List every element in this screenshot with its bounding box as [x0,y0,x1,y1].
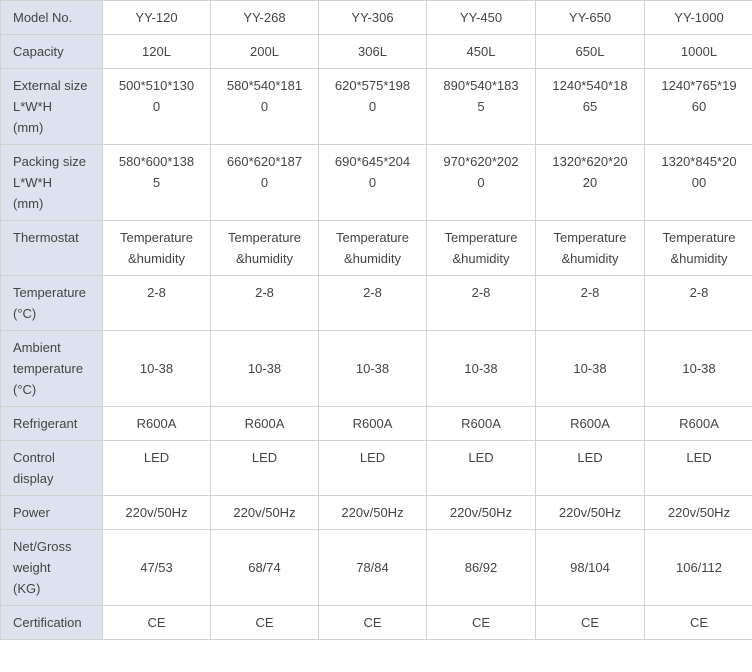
table-cell [211,331,319,407]
table-cell [427,145,536,221]
table-cell [427,331,536,407]
table-cell [645,35,752,69]
cell-text: R600A [352,416,393,431]
table-cell [211,530,319,606]
table-cell [645,1,752,35]
table-cell [536,331,645,407]
cell-text: 0 [477,175,485,190]
table-row [1,35,752,69]
table-cell [645,441,752,496]
table-cell [645,69,752,145]
cell-text: 86/92 [464,560,498,575]
table-row [1,221,752,276]
cell-text: 650L [575,44,605,59]
cell-text: 450L [466,44,496,59]
table-cell [103,145,211,221]
cell-text: 68/74 [248,560,281,575]
table-cell [319,530,427,606]
table-row [1,496,752,530]
cell-text: LED [577,450,603,465]
cell-text: 0 [260,175,269,190]
table-cell [645,221,752,276]
cell-text: Temperature [120,230,193,245]
row-header [1,407,103,441]
cell-text: 106/112 [675,560,723,575]
table-cell [645,331,752,407]
row-header-text: (mm) [13,196,44,211]
cell-text: YY-450 [459,10,503,25]
row-header-text: (°C) [13,306,37,321]
table-cell [536,145,645,221]
table-cell [427,606,536,640]
table-cell [211,606,319,640]
cell-text: Temperature [553,230,627,245]
table-cell [319,407,427,441]
cell-text: CE [363,615,382,630]
spec-table-body [1,1,752,640]
table-cell [211,221,319,276]
table-cell [427,69,536,145]
cell-text: &humidity [670,251,728,266]
table-cell [427,35,536,69]
table-cell [427,276,536,331]
cell-text: LED [359,450,386,465]
cell-text: 220v/50Hz [449,505,513,520]
row-header [1,441,103,496]
table-cell [319,35,427,69]
table-cell [319,331,427,407]
row-header-text: (°C) [13,382,37,397]
table-cell [103,69,211,145]
table-cell [319,496,427,530]
table-cell [319,276,427,331]
cell-text: Temperature [444,230,518,245]
cell-text: 0 [368,99,377,114]
row-header-text: Temperature [13,285,86,300]
table-cell [645,530,752,606]
row-header [1,1,103,35]
row-header [1,331,103,407]
cell-text: 10-38 [247,361,282,376]
cell-text: 660*620*187 [226,154,303,169]
table-cell [103,221,211,276]
row-header-text: Packing size [13,154,86,169]
row-header-text: display [13,471,54,486]
row-header-text: Refrigerant [13,416,78,431]
cell-text: 306L [358,44,387,59]
cell-text: R600A [679,416,719,431]
cell-text: CE [147,615,166,630]
cell-text: 5 [477,99,485,114]
cell-text: 580*540*181 [226,78,303,93]
table-cell [211,69,319,145]
cell-text: 690*645*204 [334,154,411,169]
table-cell [319,145,427,221]
table-cell [645,145,752,221]
cell-text: CE [255,615,274,630]
table-cell [427,496,536,530]
cell-text: 1240*765*19 [661,78,737,93]
table-row [1,69,752,145]
table-row [1,145,752,221]
row-header [1,530,103,606]
row-header-text: External size [13,78,88,93]
cell-text: 65 [582,99,598,114]
row-header [1,221,103,276]
table-cell [103,1,211,35]
cell-text: &humidity [127,251,186,266]
table-row [1,441,752,496]
row-header-text: Thermostat [13,230,79,245]
cell-text: 1000L [680,44,718,59]
cell-text: YY-268 [243,10,286,25]
cell-text: LED [468,450,494,465]
row-header-text: L*W*H [13,99,53,114]
cell-text: 2-8 [580,285,600,300]
table-cell [319,1,427,35]
cell-text: &humidity [452,251,510,266]
table-cell [536,407,645,441]
cell-text: 1320*620*20 [552,154,628,169]
table-cell [536,276,645,331]
row-header-text: Capacity [13,44,64,59]
table-row [1,331,752,407]
table-cell [536,496,645,530]
cell-text: 2-8 [471,285,491,300]
cell-text: CE [689,615,709,630]
row-header-text: temperature [13,361,84,376]
cell-text: 47/53 [140,560,173,575]
table-cell [536,35,645,69]
cell-text: 00 [691,175,707,190]
table-cell [211,145,319,221]
cell-text: 890*540*183 [443,78,519,93]
row-header-text: (KG) [13,581,41,596]
cell-text: CE [471,615,491,630]
cell-text: 1320*845*20 [661,154,737,169]
cell-text: R600A [136,416,177,431]
table-cell [427,221,536,276]
table-cell [427,407,536,441]
row-header-text: Control [13,450,55,465]
cell-text: R600A [244,416,285,431]
cell-text: 220v/50Hz [667,505,731,520]
table-cell [645,276,752,331]
table-row [1,407,752,441]
table-cell [319,441,427,496]
row-header [1,145,103,221]
cell-text: 0 [152,99,161,114]
cell-text: LED [143,450,170,465]
cell-text: 20 [582,175,598,190]
cell-text: 10-38 [464,361,498,376]
cell-text: 98/104 [570,560,610,575]
table-cell [211,496,319,530]
row-header [1,496,103,530]
cell-text: LED [686,450,712,465]
table-row [1,606,752,640]
cell-text: 10-38 [682,361,716,376]
table-row [1,1,752,35]
cell-text: R600A [570,416,610,431]
cell-text: 2-8 [147,285,166,300]
cell-text: &humidity [343,251,402,266]
cell-text: 500*510*130 [118,78,195,93]
cell-text: 970*620*202 [443,154,519,169]
table-cell [211,407,319,441]
cell-text: LED [251,450,278,465]
row-header [1,35,103,69]
cell-text: Temperature [662,230,736,245]
cell-text: 1240*540*18 [552,78,628,93]
cell-text: YY-650 [568,10,612,25]
cell-text: 580*600*138 [118,154,195,169]
table-cell [319,69,427,145]
cell-text: 120L [142,44,171,59]
table-cell [427,441,536,496]
cell-text: 5 [152,175,161,190]
table-cell [536,606,645,640]
cell-text: 10-38 [139,361,174,376]
cell-text: 220v/50Hz [341,505,404,520]
table-row [1,530,752,606]
row-header [1,69,103,145]
table-cell [427,1,536,35]
table-cell [536,221,645,276]
table-cell [103,407,211,441]
table-cell [536,1,645,35]
table-cell [103,606,211,640]
cell-text: Temperature [336,230,409,245]
row-header-text: (mm) [13,120,44,135]
table-cell [103,496,211,530]
table-cell [103,331,211,407]
row-header-text: Power [13,505,50,520]
table-cell [211,35,319,69]
table-row [1,276,752,331]
cell-text: 2-8 [363,285,382,300]
row-header [1,276,103,331]
table-cell [536,69,645,145]
table-cell [645,606,752,640]
cell-text: YY-1000 [674,10,724,25]
cell-text: 10-38 [573,361,607,376]
table-cell [211,441,319,496]
row-header-text: Ambient [13,340,61,355]
cell-text: &humidity [561,251,619,266]
cell-text: 0 [260,99,269,114]
table-cell [645,407,752,441]
row-header-text: Model No. [13,10,73,25]
row-header-text: weight [13,560,51,575]
cell-text: CE [580,615,600,630]
table-cell [645,496,752,530]
cell-text: 0 [368,175,377,190]
table-cell [103,276,211,331]
cell-text: YY-306 [351,10,394,25]
table-cell [536,441,645,496]
cell-text: R600A [461,416,501,431]
table-cell [536,530,645,606]
cell-text: 2-8 [255,285,274,300]
row-header-text: L*W*H [13,175,53,190]
table-cell [103,35,211,69]
table-cell [103,530,211,606]
table-cell [211,276,319,331]
cell-text: YY-120 [135,10,178,25]
table-cell [319,606,427,640]
cell-text: 220v/50Hz [233,505,296,520]
row-header-text: Net/Gross [13,539,72,554]
table-cell [319,221,427,276]
table-cell [211,1,319,35]
cell-text: Temperature [228,230,301,245]
cell-text: 10-38 [355,361,390,376]
cell-text: 78/84 [356,560,389,575]
table-cell [427,530,536,606]
cell-text: 200L [250,44,279,59]
row-header-text: Certification [13,615,82,630]
cell-text: 220v/50Hz [125,505,188,520]
cell-text: 2-8 [689,285,709,300]
cell-text: &humidity [235,251,294,266]
cell-text: 220v/50Hz [558,505,622,520]
table-cell [103,441,211,496]
row-header [1,606,103,640]
cell-text: 60 [691,99,707,114]
cell-text: 620*575*198 [334,78,411,93]
